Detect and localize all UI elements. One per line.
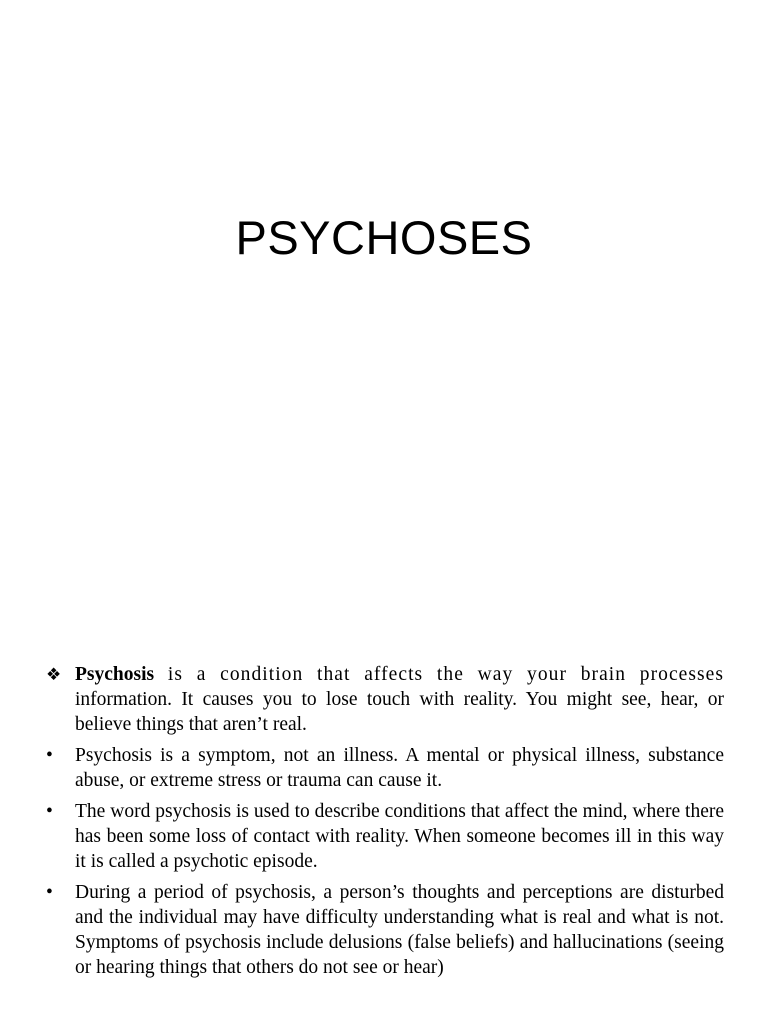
bullet-list bbox=[44, 662, 724, 986]
bullet-text: information. It causes you to lose touch with reality. You might see, hear, or believe things that aren’t real. bbox=[75, 689, 724, 735]
list-item bbox=[44, 799, 724, 874]
bullet-text-first-line: is a condition that affects the way your brain processes bbox=[154, 664, 724, 685]
dot-bullet-icon: • bbox=[46, 745, 53, 766]
dot-bullet-icon: • bbox=[46, 882, 53, 903]
bullet-text: The word psychosis is used to describe conditions that affect the mind, where there has been some loss of contact with reality. When someone becomes ill in this way it is called a psychotic episode. bbox=[75, 801, 724, 872]
list-item bbox=[44, 743, 724, 793]
dot-bullet-icon: • bbox=[46, 801, 53, 822]
bold-term: Psychosis bbox=[75, 664, 155, 685]
page-title: PSYCHOSES bbox=[235, 211, 533, 264]
list-item bbox=[44, 880, 724, 980]
diamond-bullet-icon: ❖ bbox=[46, 665, 62, 684]
bullet-text: During a period of psychosis, a person’s thoughts and perceptions are disturbed and the individual may have difficulty understanding what is real and what is not. Symptoms of psychosis include delusions (false beliefs) and hallucinations (seeing or hearing things that others do not see or hear) bbox=[75, 882, 724, 978]
bullet-text: Psychosis is a symptom, not an illness. A mental or physical illness, substance abuse, or extreme stress or trauma can cause it. bbox=[75, 745, 724, 791]
list-item bbox=[44, 662, 724, 737]
